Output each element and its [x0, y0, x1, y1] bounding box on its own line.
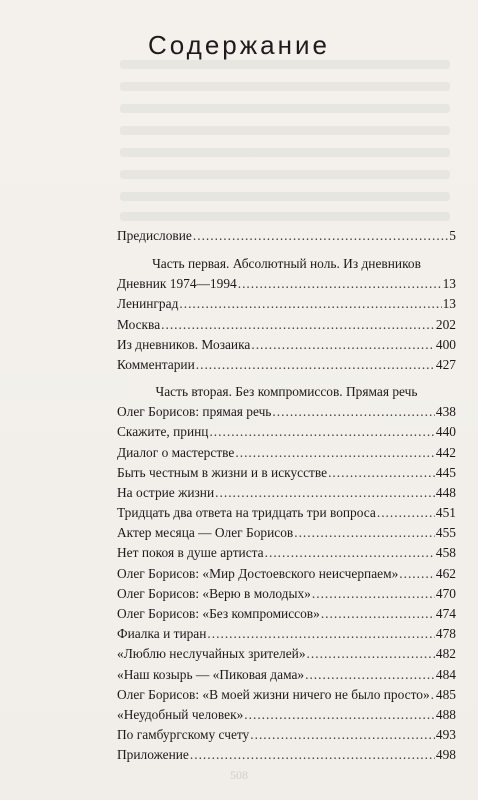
toc-entry-title: Скажите, принц [117, 424, 209, 440]
toc-entry-title: Предисловие [117, 228, 192, 243]
dot-leader [207, 624, 434, 644]
toc-entry[interactable] [117, 422, 456, 442]
dot-leader [238, 274, 442, 294]
dot-leader [399, 564, 435, 584]
show-through-decoration [120, 126, 450, 135]
toc-entry[interactable] [117, 483, 456, 503]
toc-entry-title: Олег Борисов: «Верю в молодых» [117, 585, 311, 601]
toc-entry-title: Приложение [117, 747, 189, 763]
toc-entry-title: Нет покоя в душе артиста [117, 545, 264, 561]
part-two-heading: Часть вторая. Без компромиссов. Прямая речь [155, 384, 418, 400]
toc-entry-title: Москва [117, 316, 161, 332]
toc-entry[interactable] [117, 294, 456, 314]
dot-leader [190, 745, 435, 765]
toc-entry-page: 458 [435, 545, 456, 561]
toc-entry-page: 13 [442, 276, 456, 292]
toc-entry[interactable] [117, 226, 456, 246]
toc-entry[interactable] [117, 443, 456, 463]
toc-entry[interactable] [117, 604, 456, 624]
show-through-decoration [120, 170, 450, 179]
toc-entry-title: Актер месяца — Олег Борисов [117, 525, 294, 541]
toc-entry-title: «Люблю неслучайных зрителей» [117, 646, 306, 662]
toc-entry-page: 482 [435, 646, 456, 662]
toc-entry[interactable] [117, 315, 456, 335]
dot-leader [161, 315, 435, 335]
toc-entry-title: «Наш козырь — «Пиковая дама» [117, 666, 305, 682]
toc-entry-page: 498 [435, 747, 456, 763]
show-through-decoration [120, 82, 450, 91]
toc-entry-page: 400 [435, 336, 456, 352]
toc-entry[interactable] [117, 543, 456, 563]
toc-entry-title: Фиалка и тиран [117, 626, 207, 642]
dot-leader [312, 584, 435, 604]
toc-entry-title: Дневник 1974—1994 [117, 276, 237, 292]
toc-entry-page: 451 [435, 505, 456, 521]
dot-leader [272, 402, 434, 422]
show-through-decoration [120, 192, 450, 201]
dot-leader [294, 523, 435, 543]
page-number: 508 [230, 768, 248, 782]
table-of-contents [117, 226, 456, 766]
toc-entry-title: Из дневников. Мозаика [117, 336, 251, 352]
toc-entry[interactable] [117, 644, 456, 664]
dot-leader [196, 355, 435, 375]
toc-entry[interactable] [117, 564, 456, 584]
toc-entry-page: 470 [435, 585, 456, 601]
toc-entry-page: 13 [442, 296, 456, 312]
dot-leader [265, 543, 435, 563]
part-one-heading: Часть первая. Абсолютный ноль. Из дневников [152, 256, 421, 272]
dot-leader [244, 705, 435, 725]
dot-leader [431, 685, 435, 705]
toc-entry-page: 478 [435, 626, 456, 642]
toc-entry-page: 438 [435, 404, 456, 420]
toc-entry-page: 448 [435, 484, 456, 500]
toc-entry-title: Быть честным в жизни и в искусстве [117, 464, 328, 480]
toc-entry-page: 427 [435, 356, 456, 372]
toc-entry-page: 462 [435, 565, 456, 581]
toc-entry-page: 5 [449, 228, 456, 243]
toc-entry-title: По гамбургскому счету [117, 727, 250, 743]
toc-entry-page: 442 [435, 444, 456, 460]
toc-entry-page: 488 [435, 706, 456, 722]
show-through-decoration [120, 148, 450, 157]
dot-leader [377, 503, 435, 523]
toc-entry-page: 474 [435, 606, 456, 621]
toc-entry[interactable] [117, 335, 456, 355]
toc-entry[interactable] [117, 503, 456, 523]
toc-entry-title: Тридцать два ответа на тридцать три вопроса [117, 505, 376, 521]
show-through-decoration [120, 60, 450, 69]
dot-leader [250, 725, 435, 745]
toc-entry[interactable] [117, 584, 456, 604]
toc-entry-page: 202 [435, 316, 456, 332]
toc-entry[interactable] [117, 523, 456, 543]
dot-leader [235, 443, 435, 463]
toc-entry-title: «Неудобный человек» [117, 706, 244, 722]
dot-leader [215, 483, 435, 503]
toc-entry-title: Олег Борисов: прямая речь [117, 404, 272, 420]
dot-leader [328, 463, 435, 483]
dot-leader [251, 335, 435, 355]
toc-entry-title: Ленинград [117, 296, 179, 312]
toc-entry-title: Олег Борисов: «Мир Достоевского неисчерпаем» [117, 565, 399, 581]
toc-entry[interactable] [117, 355, 456, 375]
toc-entry[interactable] [117, 665, 456, 685]
toc-entry-page: 484 [435, 666, 456, 682]
toc-entry[interactable] [117, 705, 456, 725]
toc-entry[interactable] [117, 725, 456, 745]
toc-entry-page: 440 [435, 424, 456, 440]
dot-leader [321, 604, 435, 624]
toc-entry[interactable] [117, 685, 456, 705]
toc-entry-title: Олег Борисов: «В моей жизни ничего не было просто» [117, 686, 430, 702]
toc-entry-title: На острие жизни [117, 484, 215, 500]
dot-leader [209, 422, 434, 442]
toc-entry-title: Олег Борисов: «Без компромиссов» [117, 606, 320, 621]
toc-entry[interactable] [117, 402, 456, 422]
toc-entry-page: 485 [435, 686, 456, 702]
toc-entry-page: 445 [435, 464, 456, 480]
toc-entry[interactable] [117, 624, 456, 644]
dot-leader [305, 665, 435, 685]
toc-entry-page: 493 [435, 727, 456, 743]
dot-leader [193, 226, 448, 246]
toc-entry-title: Диалог о мастерстве [117, 444, 235, 460]
dot-leader [307, 644, 435, 664]
dot-leader [179, 294, 441, 314]
show-through-decoration [120, 104, 450, 113]
toc-entry[interactable] [117, 274, 456, 294]
toc-entry[interactable] [117, 745, 456, 765]
show-through-decoration [120, 212, 450, 221]
toc-entry-title: Комментарии [117, 356, 195, 372]
toc-entry[interactable] [117, 463, 456, 483]
toc-entry-page: 455 [435, 525, 456, 541]
page-title: Содержание [148, 30, 330, 60]
